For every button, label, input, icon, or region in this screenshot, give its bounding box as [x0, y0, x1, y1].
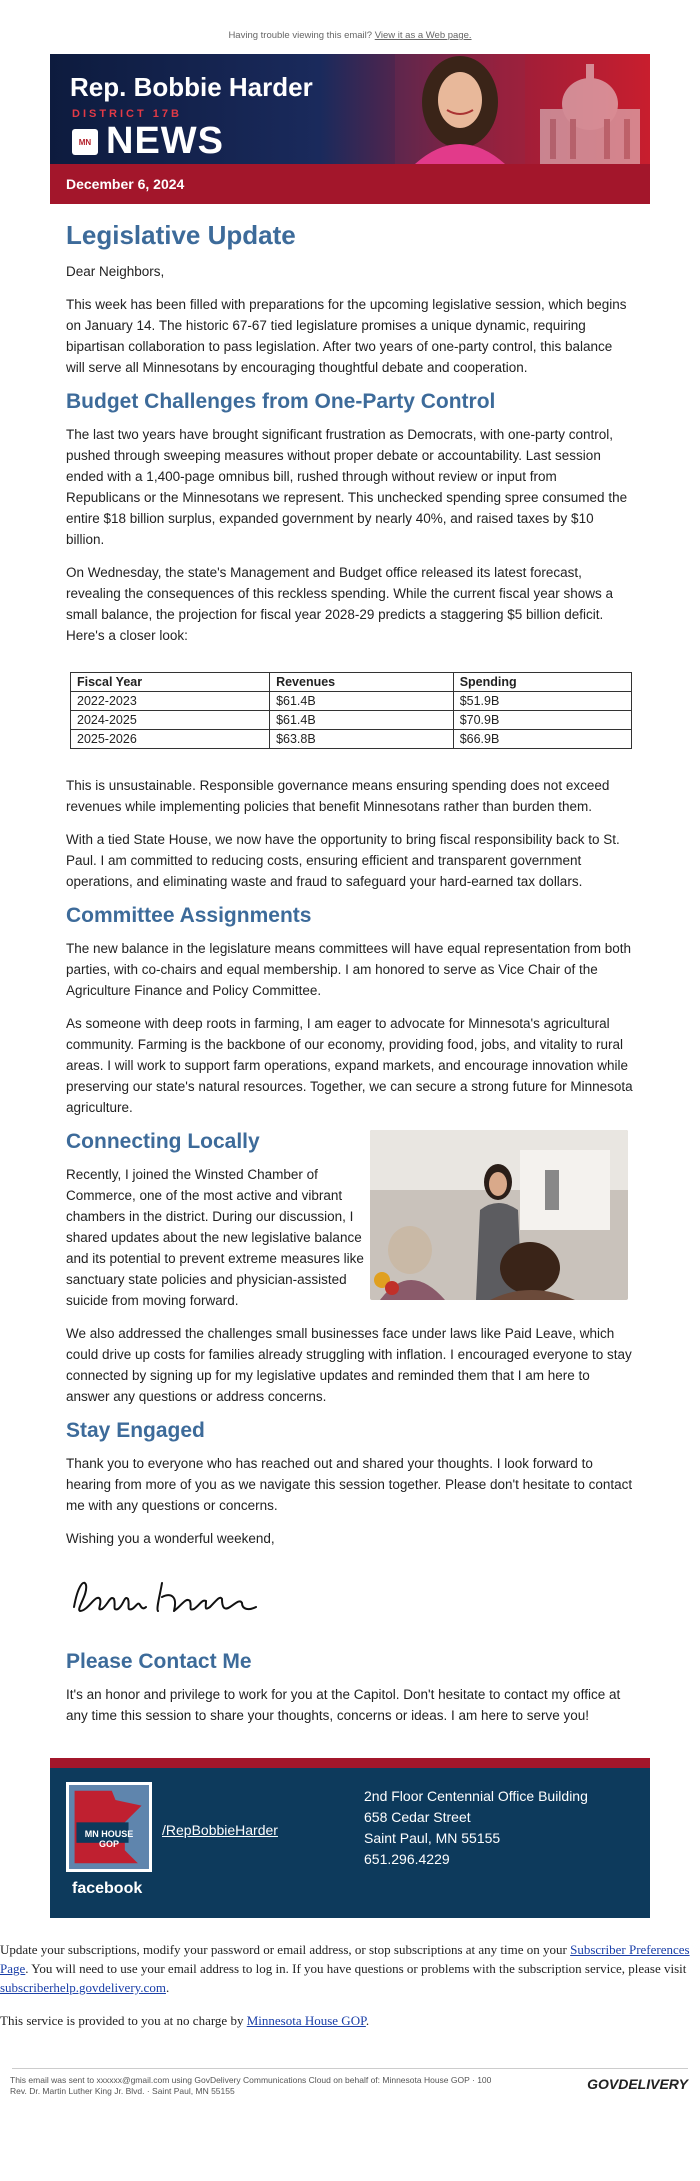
budget-paragraph-1: The last two years have brought significant frustration as Democrats, with one-party control, pushed through sweeping measures without proper debate or accountability. Last session ended with a 1,400-page omnibus bill, rushed through without review or input from Republicans or the Minnesotans we represent. This unchecked spending spree consumed the entire $18 billion surplus, expanded government by nearly 40%, and raised taxes by $10 billion.: [66, 427, 628, 547]
closing-line: Wishing you a wonderful weekend,: [66, 1531, 275, 1546]
web-page-link[interactable]: View it as a Web page.: [374, 30, 472, 41]
view-online-note: [0, 0, 700, 54]
house-gop-logo[interactable]: [66, 1782, 152, 1872]
service-provider-text: [0, 2011, 700, 2030]
table-header-cell: Spending: [453, 673, 631, 692]
service-text: This service is provided to you at no charge by: [0, 2013, 244, 2028]
budget-paragraph-2: On Wednesday, the state's Management and Budget office released its latest forecast, revealing the consequences of this reckless spending. While the current fiscal year shows a small balance, the projection for fiscal year 2028-29 predicts a staggering $5 billion deficit. Here's a closer look:: [66, 565, 614, 643]
local-paragraph-2: We also addressed the challenges small businesses face under laws like Paid Leave, which could drive up costs for families already struggling with inflation. I encouraged everyone to stay connected by signing up for my legislative updates and reminded them that I am here to answer any questions or address concerns.: [66, 1326, 632, 1404]
subscription-text: [0, 1940, 700, 1997]
table-header-row: [71, 673, 632, 692]
subscription-notice: [0, 1918, 700, 2030]
logo-text: MN HOUSE GOP: [84, 1829, 134, 1849]
facebook-page-link[interactable]: /RepBobbieHarder: [162, 1822, 278, 1838]
address-line: 2nd Floor Centennial Office Building: [364, 1788, 588, 1804]
address-line: Saint Paul, MN 55155: [364, 1830, 501, 1846]
table-cell: $51.9B: [453, 692, 631, 711]
footer-divider-band: [50, 1758, 650, 1768]
service-end: .: [365, 2013, 370, 2028]
phone-number: 651.296.4229: [364, 1851, 450, 1867]
signature-image: [66, 1565, 286, 1625]
table-cell: $66.9B: [453, 730, 631, 749]
engaged-heading: Stay Engaged: [66, 1419, 205, 1442]
subscriber-preferences-link[interactable]: Subscriber Preferences Page: [0, 1942, 690, 1976]
table-row: [71, 711, 632, 730]
local-heading: Connecting Locally: [66, 1130, 260, 1153]
table-cell: 2025-2026: [71, 730, 270, 749]
table-header-cell: Fiscal Year: [71, 673, 270, 692]
subscription-text-2: . You will need to use your email address to log in. If you have questions or problems with the subscription service, please visit: [25, 1961, 687, 1976]
footer: [50, 1768, 650, 1918]
intro-paragraph: This week has been filled with preparations for the upcoming legislative session, which begins on January 14. The historic 67-67 tied legislature promises a unique dynamic, requiring bipartisan collaboration to pass legislation. After two years of one-party control, this balance will serve all Minnesotans by encouraging thoughtful debate and cooperation.: [66, 297, 627, 375]
budget-table: [70, 672, 632, 749]
address-line: 658 Cedar Street: [364, 1809, 471, 1825]
engaged-paragraph-1: Thank you to everyone who has reached out and shared your thoughts. I look forward to hearing from more of you as we navigate this session together. Please don't hesitate to contact me with any questions or concerns.: [66, 1456, 633, 1513]
table-cell: 2024-2025: [71, 711, 270, 730]
table-cell: $61.4B: [270, 692, 454, 711]
committee-paragraph-2: As someone with deep roots in farming, I am eager to advocate for Minnesota's agricultural community. Farming is the backbone of our economy, providing food, jobs, and vitality to rural areas. I will work to support farm operations, expand markets, and encourage innovation while preserving our state's natural resources. Together, we can secure a strong future for Minnesota agriculture.: [66, 1016, 633, 1115]
trouble-text: Having trouble viewing this email?: [228, 30, 373, 41]
facebook-wordmark[interactable]: facebook: [72, 1880, 143, 1897]
subscriber-help-link[interactable]: subscriberhelp.govdelivery.com: [0, 1980, 166, 1995]
contact-heading: Please Contact Me: [66, 1650, 252, 1673]
committee-paragraph-1: The new balance in the legislature means committees will have equal representation from both parties, with co-chairs and equal membership. I am honored to serve as Vice Chair of the Agriculture Finance and Policy Committee.: [66, 941, 632, 998]
budget-paragraph-3: This is unsustainable. Responsible governance means ensuring spending does not exceed revenues while implementing policies that benefit Minnesotans rather than burden them.: [66, 778, 610, 814]
bottom-legal: [0, 2069, 700, 2119]
table-cell: $61.4B: [270, 711, 454, 730]
table-cell: $70.9B: [453, 711, 631, 730]
main-content: [50, 204, 650, 1758]
page-title: Legislative Update: [66, 220, 296, 250]
budget-paragraph-4: With a tied State House, we now have the opportunity to bring fiscal responsibility back to St. Paul. I am committed to reducing costs, ensuring efficient and transparent government operations, and eliminating waste and fraud to safeguard your hard-earned tax dollars.: [66, 832, 620, 889]
rep-name: Rep. Bobbie Harder: [70, 72, 313, 102]
contact-paragraph: It's an honor and privilege to work for you at the Capitol. Don't hesitate to contact my office at any time this session to share your thoughts, concerns or ideas. I am here to serve you!: [66, 1687, 621, 1723]
issue-date: December 6, 2024: [50, 164, 650, 204]
table-cell: 2022-2023: [71, 692, 270, 711]
budget-heading: Budget Challenges from One-Party Control: [66, 390, 496, 413]
rep-portrait-photo: [395, 54, 525, 164]
connecting-locally-section: [66, 1130, 634, 1311]
news-label: NEWS: [106, 120, 224, 162]
header-banner: [50, 54, 650, 164]
state-seal-icon: [72, 129, 98, 155]
newsletter: [50, 54, 650, 1918]
office-address: [364, 1786, 588, 1870]
house-gop-link[interactable]: Minnesota House GOP: [246, 2013, 366, 2028]
committee-heading: Committee Assignments: [66, 904, 312, 927]
sent-to-line: This email was sent to xxxxxx@gmail.com using GovDelivery Communications Cloud on behalf of: Minnesota House GOP · 100: [10, 2075, 492, 2085]
minnesota-map-icon: [69, 1785, 149, 1869]
table-row: [71, 692, 632, 711]
subscription-text-3: .: [165, 1980, 170, 1995]
sender-address-line: Rev. Dr. Martin Luther King Jr. Blvd. · Saint Paul, MN 55155: [10, 2086, 235, 2096]
local-paragraph-1: Recently, I joined the Winsted Chamber of Commerce, one of the most active and vibrant chambers in the district. During our discussion, I shared updates about the new legislative balance and its potential to prevent extreme measures like sanctuary state policies and physician-assisted suicide from moving forward.: [66, 1167, 364, 1308]
capitol-building-image: [520, 54, 650, 164]
chamber-meeting-photo: [370, 1130, 628, 1300]
table-row: [71, 730, 632, 749]
govdelivery-logo[interactable]: GOVDELIVERY: [587, 2076, 688, 2092]
seal-text: MN: [78, 137, 92, 147]
table-header-cell: Revenues: [270, 673, 454, 692]
district-label: DISTRICT 17B: [72, 108, 182, 120]
subscription-text-1: Update your subscriptions, modify your password or email address, or stop subscriptions at any time on your: [0, 1942, 567, 1957]
greeting: Dear Neighbors,: [66, 264, 165, 279]
table-cell: $63.8B: [270, 730, 454, 749]
